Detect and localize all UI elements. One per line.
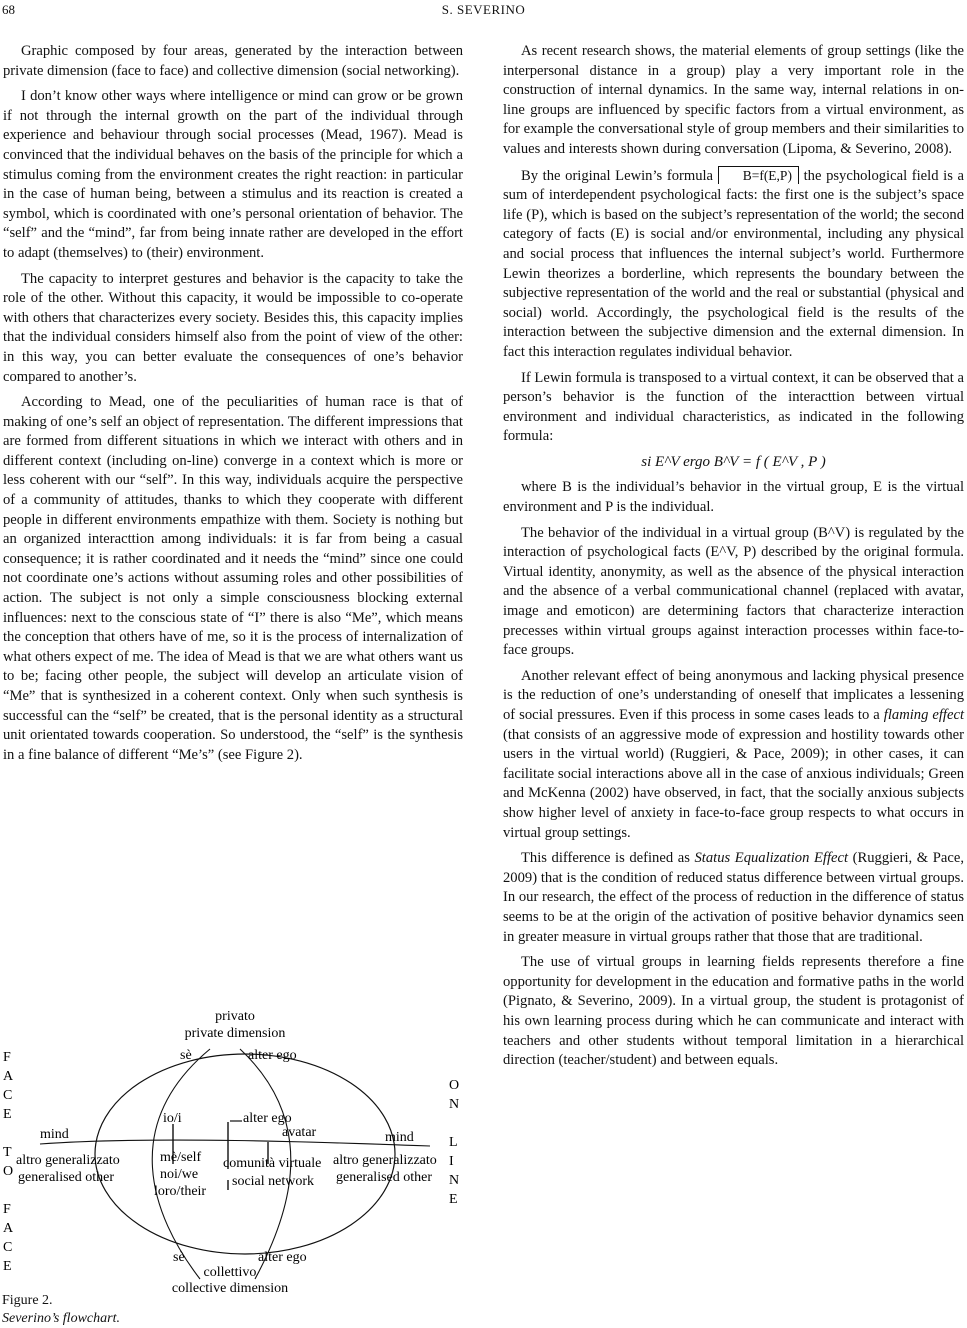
left-column: [3, 42, 463, 771]
vertical-letter: A: [3, 1221, 14, 1236]
emphasis: flaming effect: [883, 707, 964, 723]
me-self-label: mè/self: [160, 1150, 202, 1165]
alter-ego-top-label: alter ego: [248, 1048, 297, 1063]
paragraph: I don’t know other ways where intelligence or mind can grow or be grown if not through the internal growth on the part of the individual through experience and behaviour through social processes (Mead, 1967). Mead is convinced that the individual behaves on the basis of the principle for which a stimulus coming from the environment creates the right reaction: in particular in the case of human being, between a stimulus and its reaction is created a symbol, which is coordinated with one’s personal orientation of behavior. The “self” and the “mind”, far from being innate rather are developed in the effort to adapt (themselves) to (their) environment.: [3, 88, 463, 261]
lewin-formula-box: B=f(E,P): [718, 166, 799, 184]
text-run: This difference is defined as: [521, 850, 690, 867]
emphasis: Status Equalization Effect: [694, 850, 849, 867]
figure-2-diagram: [0, 1004, 470, 1296]
paragraph: [503, 166, 964, 363]
vertical-letter: F: [3, 1202, 11, 1217]
paragraph: [503, 667, 964, 843]
vertical-letter: F: [3, 1050, 11, 1065]
top-label-1: privato: [215, 1009, 255, 1024]
virtual-formula: si E^V ergo B^V = f ( E^V , P ): [641, 453, 826, 470]
face-to-face-vertical-label: [3, 1050, 14, 1274]
noi-we-label: noi/we: [160, 1167, 199, 1182]
social-network-label: social network: [232, 1174, 315, 1189]
paragraph: If Lewin formula is transposed to a virtual context, it can be observed that a person’s behavior is the function of the interacttion between virtual environment and individual characteristics, as indicated in the following formula:: [503, 369, 964, 445]
paragraph: According to Mead, one of the peculiarities of human race is that of making of one’s self an object of representation. The different impressions that are formed from different situations in which we interact with others and in different context (including on-line) converge in a context which is more or less coherent with our “self”. In this way, individuals acquire the perspective of a community of attitudes, thanks to which they cooperate with different people in different environments empathize with them. Society is nothing but an organized interacttion among individuals: it is far from being a casual consequence; it is rather coordinated and it needs the “mind” since one could not coordinate one’s actions without assuming roles and other possibilities of action. The subject is not only a simple consciousness blocking external influences: next to the conscious state of “I” there is also “Me”, which means the conception that others have of me, so it is the process of internalization of what others expect of me. The idea of Mead is that we are what others want us to be; facing other people, the subject will develop an articulate vision of “Me” that is synthesized in a coherent context. Only when such synthesis is successful can the “self” be created, that is the personal identity as a structural unit orientated towards cooperation. So understood, the “self” is the synthesis in a fine balance of different “Me’s” (see Figure 2).: [3, 394, 463, 763]
text-run: the psychological field is a sum of interdependent psychological facts: the first one is the subject’s space life (P), which is based on the subject’s representation of the world; the second category of facts (E) is social and/or environmental, including any physical and social process that influences the internal subject’s world. Furthermore Lewin theorizes a borderline, which represents the boundary between the subjective representation of the world and the real or substantial (physical and social) world. Accordingly, the psychological field is the results of the interaction between the subjective dimension and the external dimension. In fact this interaction regulates individual behavior.: [503, 167, 965, 360]
figure-caption: [2, 1292, 120, 1328]
alter-ego-mid-label: alter ego: [243, 1111, 292, 1126]
vertical-letter: I: [449, 1154, 454, 1169]
alter-ego-bottom-label: alter ego: [258, 1250, 307, 1265]
mind-line: [40, 1140, 430, 1146]
vertical-letter: C: [3, 1088, 13, 1103]
vertical-letter: O: [449, 1078, 460, 1093]
bottom-label-2: collective dimension: [171, 1281, 289, 1296]
page-number: 68: [2, 2, 15, 17]
mind-right-label: mind: [385, 1130, 414, 1145]
mind-left-label: mind: [40, 1127, 69, 1142]
vertical-letter: O: [3, 1164, 14, 1179]
vertical-letter: A: [3, 1069, 14, 1084]
running-title: S. SEVERINO: [441, 2, 526, 17]
altro-right-label-1: altro generalizzato: [333, 1153, 437, 1168]
online-vertical-label: [449, 1078, 459, 1207]
caption-label: Figure 2.: [2, 1293, 53, 1308]
text-run: By the original Lewin’s formula: [521, 167, 714, 184]
vertical-letter: L: [449, 1135, 458, 1150]
altro-left-label-1: altro generalizzato: [16, 1153, 120, 1168]
text-run: (that consists of an aggressive mode of expression and hostility towards other users in the virtual world) (Ruggieri, & Pace, 2009); in other cases, it can facilitate social interactions above all in the case of anxious individuals; Green and McKenna (2002) have observed, in fact, that the socially anxious subjects show higher level of anxiety in face-to-face group respects to what occurs in virtual group settings.: [503, 726, 964, 841]
paragraph: [503, 849, 964, 947]
paragraph: As recent research shows, the material elements of group settings (like the interpersonal distance in a group) play a very important role in the construction of internal dynamics. In the same way, internal relations in on-line groups are influenced by specific factors from a virtual environment, as for example the conversational style of group members and their similarities to values and interests shown during conversation (Lipoma, & Severino, 2008).: [503, 43, 964, 157]
vertical-letter: T: [3, 1145, 12, 1160]
se-top-label: sè: [180, 1048, 192, 1063]
avatar-label: avatar: [282, 1125, 317, 1140]
paragraph: Graphic composed by four areas, generated by the interaction between private dimension (face to face) and collective dimension (social networking).: [3, 43, 463, 79]
vertical-letter: E: [3, 1259, 12, 1274]
top-label-2: private dimension: [184, 1026, 286, 1041]
vertical-letter: N: [449, 1173, 460, 1188]
paragraph: The capacity to interpret gestures and behavior is the capacity to take the role of the other. Without this capacity, it would be impossible to co-operate with others that characterizes every society. Besides this, this capacity implies that the individual considers himself also from the point of view of the other: in this way, you can better evaluate the consequences of one’s behavior compared to another’s.: [3, 270, 463, 385]
vertical-letter: C: [3, 1240, 13, 1255]
loro-their-label: loro/their: [154, 1184, 207, 1199]
text-run: (Ruggieri, & Pace, 2009) that is the condition of reduced status difference between virtual groups. In our research, the effect of the process of reduction in the difference of status seems to be at the origin of the activation of positive behavior dynamics seen in greater measure in virtual groups rather that those that are traditional.: [503, 850, 964, 945]
se-bottom-label: sè: [173, 1250, 185, 1265]
altro-right-label-2: generalised other: [336, 1170, 433, 1185]
paragraph: The use of virtual groups in learning fields represents therefore a fine opportunity for development in the education and formative paths in the world (Pignato, & Severino, 2009). In a virtual group, the student is protagonist of his own learning process during which he can communicate and interact with teachers and other students without temporal limitation in a hierarchical direction (teacher/student) and between equals.: [503, 954, 964, 1069]
bottom-label-1: collettivo: [203, 1265, 257, 1280]
comunita-virtuale-label: comunità virtuale: [223, 1156, 322, 1171]
vertical-letter: E: [3, 1107, 12, 1122]
paragraph: The behavior of the individual in a virtual group (B^V) is regulated by the interaction of psychological facts (E^V, P) described by the original formula. Virtual identity, anonymity, as well as the absence of the physical interaction and the absence of a verbal communicational channel (replaced with avatar, image and emoticon) are determining factors that characterize interaction precesses within virtual groups against interaction processes within face-to-face groups.: [503, 524, 964, 659]
altro-left-label-2: generalised other: [18, 1170, 115, 1185]
vertical-letter: E: [449, 1192, 458, 1207]
vertical-letter: N: [449, 1097, 460, 1112]
caption-title: Severino’s flowchart.: [2, 1311, 120, 1326]
paragraph: where B is the individual’s behavior in the virtual group, E is the virtual environment and P is the individual.: [503, 479, 964, 516]
io-i-label: io/i: [163, 1111, 182, 1126]
right-column: [503, 42, 964, 1077]
text-run: Another relevant effect of being anonymous and lacking physical presence is the reduction of one’s understanding of oneself that implicates a lessening of social pressures. Even if this process in some cases leads to a: [503, 667, 964, 723]
page-header: [0, 2, 967, 22]
